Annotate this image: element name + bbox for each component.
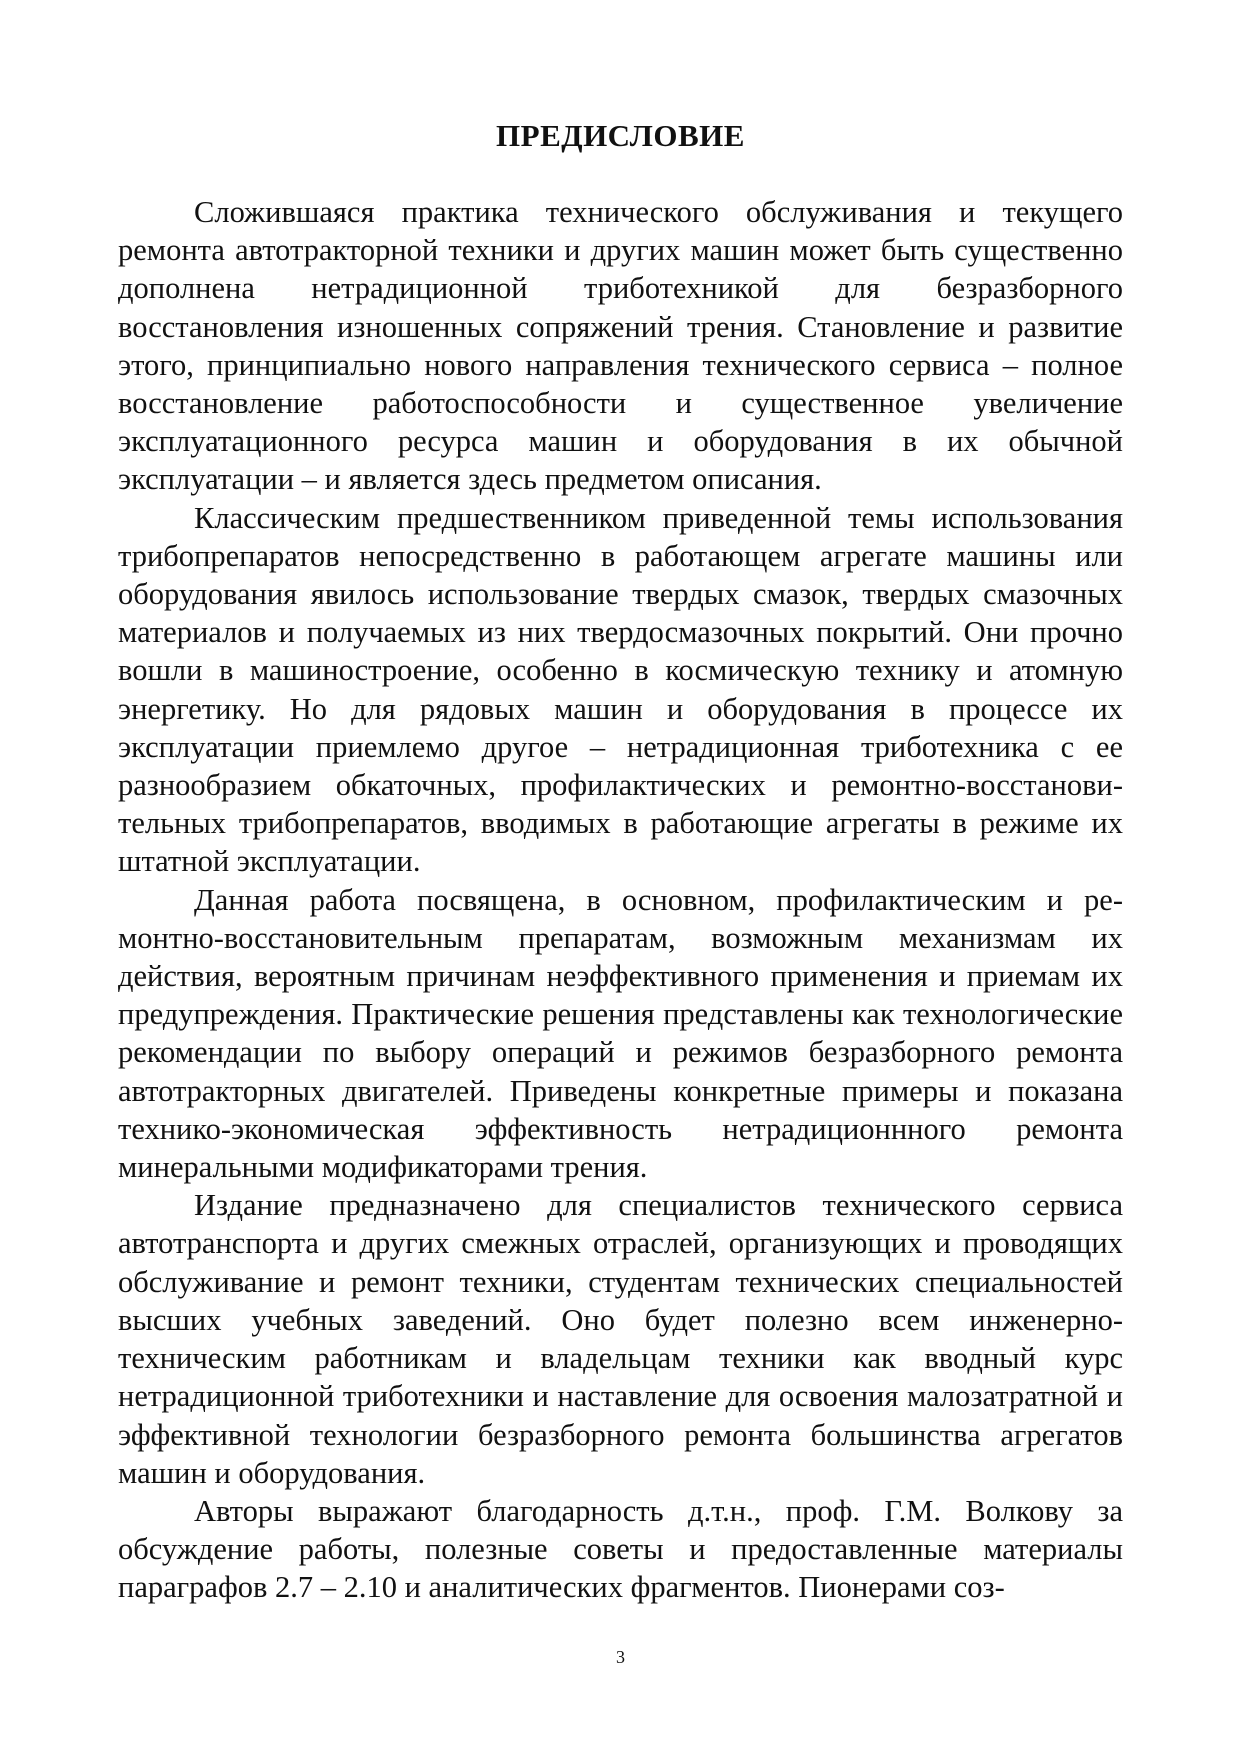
paragraph-1: Сложившаяся практика технического обслуживания и текущего ремонта автотракторной техники и других машин может быть существенно дополнена нетрадиционной триботехникой для безразборного восстановления изношенных сопряжений трения. Становление и развитие этого, принципиально нового направления технического сервиса – полное восстановление работоспособности и существенное увеличение эксплуатационного ресурса машин и оборудования в их обычной эксплуатации – и является здесь предметом описания. bbox=[118, 195, 1123, 497]
paragraph-2: Классическим предшественником приведенной темы использования трибопрепаратов непосредственно в работающем агрегате машины или оборудования явилось использование твердых смазок, твердых смазочных материалов и получаемых из них твердосмазочных покрытий. Они прочно вошли в машиностроение, особенно в космическую технику и атомную энергетику. Но для рядовых машин и оборудования в процессе их эксплуатации приемлемо другое – нетрадиционная триботехника с ее разнообразием обкаточных, профилактических и ремонтно-восстанови-тельных трибопрепаратов, вводимых в работающие агрегаты в режиме их штатной эксплуатации. bbox=[118, 500, 1123, 879]
paragraph-4: Издание предназначено для специалистов технического сервиса автотранспорта и других смежных отраслей, организующих и проводящих обслуживание и ремонт техники, студентам технических специальностей высших учебных заведений. Оно будет полезно всем инженерно-техническим работникам и владельцам техники как вводный курс нетрадиционной триботехники и наставление для освоения малозатратной и эффективной технологии безразборного ремонта большинства агрегатов машин и оборудования. bbox=[118, 1188, 1123, 1490]
page-title: ПРЕДИСЛОВИЕ bbox=[496, 118, 745, 153]
paragraph-3: Данная работа посвящена, в основном, профилактическим и ремонтно-восстановительным препаратам, возможным механизмам их действия, вероятным причинам неэффективного применения и приемам их предупреждения. Практические решения представлены как технологические рекомендации по выбору операций и режимов безразборного ремонта автотракторных двигателей. Приведены конкретные примеры и показана технико-экономическая эффективность нетрадиционнного ремонта минеральными модификаторами трения. bbox=[118, 882, 1123, 1185]
body-text bbox=[118, 193, 1123, 1607]
page-number: 3 bbox=[616, 1647, 625, 1667]
paragraph-5: Авторы выражают благодарность д.т.н., проф. Г.М. Волкову за обсуждение работы, полезные советы и предоставленные материалы параграфов 2.7 – 2.10 и аналитических фрагментов. Пионерами соз- bbox=[118, 1493, 1123, 1605]
